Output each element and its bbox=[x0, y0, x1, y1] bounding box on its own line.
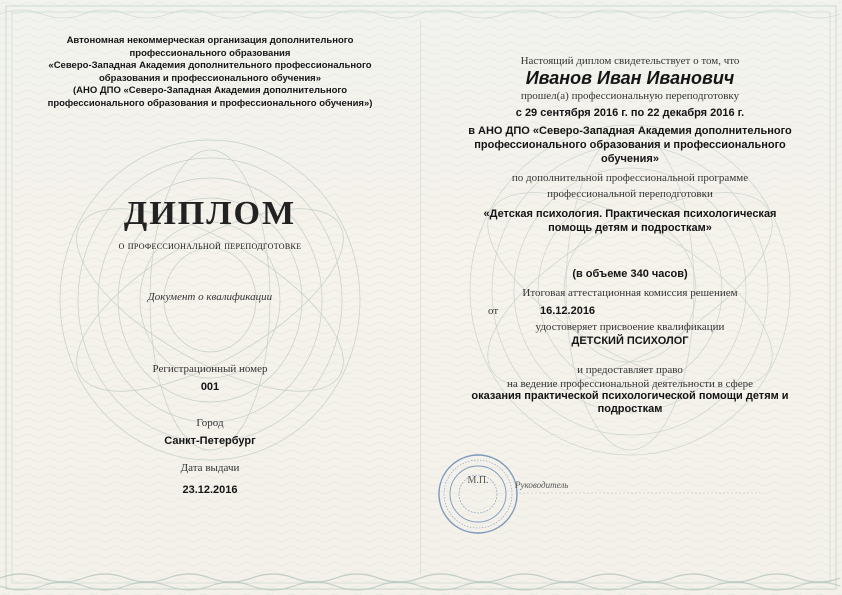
decision-date: 16.12.2016 bbox=[540, 305, 596, 317]
issuer-line: профессионального образования и профессионального обучения») bbox=[47, 97, 373, 109]
issue-date-label: Дата выдачи bbox=[180, 462, 240, 474]
program-name bbox=[440, 207, 820, 235]
head-signature-label: Руководитель bbox=[515, 480, 569, 490]
training-org-line: обучения» bbox=[601, 153, 659, 165]
training-org-line: профессионального образования и профессионального bbox=[474, 139, 786, 151]
training-organization bbox=[440, 124, 820, 166]
grants-text: и предоставляет право bbox=[577, 364, 683, 376]
activity-label: на ведение профессиональной деятельности в сфере bbox=[506, 378, 754, 390]
program-name-line: «Детская психология. Практическая психологическая bbox=[483, 208, 777, 220]
program-label-line1: по дополнительной профессиональной программе bbox=[511, 172, 749, 184]
diploma-subtitle: о профессиональной переподготовке bbox=[118, 240, 302, 252]
registration-label: Регистрационный номер bbox=[152, 363, 268, 375]
program-name-line: помощь детям и подросткам» bbox=[548, 222, 712, 234]
city-value: Санкт-Петербург bbox=[164, 435, 256, 447]
certifies-text: Настоящий диплом свидетельствует о том, что bbox=[520, 55, 740, 67]
commission-line: Итоговая аттестационная комиссия решением bbox=[522, 287, 738, 299]
issuer-organization bbox=[30, 35, 390, 110]
document-type: Документ о квалификации bbox=[147, 291, 273, 303]
study-period: с 29 сентября 2016 г. по 22 декабря 2016 г. bbox=[515, 107, 745, 119]
activity-field bbox=[440, 390, 820, 416]
issue-date-value: 23.12.2016 bbox=[182, 484, 238, 496]
commission-text bbox=[450, 287, 810, 299]
stamp-text: М.П. bbox=[467, 475, 489, 486]
issuer-line: «Северо-Западная Академия дополнительного профессионального bbox=[48, 60, 372, 71]
diploma-title: ДИПЛОМ bbox=[123, 195, 297, 232]
registration-number: 001 bbox=[200, 381, 220, 393]
issuer-line: образования и профессионального обучения» bbox=[98, 72, 322, 84]
qualification-label: удостоверяет присвоение квалификации bbox=[535, 321, 725, 333]
city-label: Город bbox=[196, 417, 224, 429]
issuer-line: (АНО ДПО «Северо-Западная Академия дополнительного bbox=[72, 85, 348, 96]
page-fold bbox=[420, 20, 421, 575]
program-hours: (в объеме 340 часов) bbox=[572, 268, 688, 280]
activity-line: оказания практической психологической помощи детям и bbox=[471, 390, 789, 402]
decision-prefix: от bbox=[488, 305, 499, 317]
qualification-value: ДЕТСКИЙ ПСИХОЛОГ bbox=[571, 335, 689, 347]
activity-line: подросткам bbox=[597, 403, 663, 415]
issuer-line: Автономная некоммерческая организация дополнительного bbox=[66, 35, 354, 46]
holder-name: Иванов Иван Иванович bbox=[525, 68, 735, 88]
program-label-line2: профессиональной переподготовки bbox=[547, 188, 713, 200]
issuer-line: профессионального образования bbox=[129, 47, 291, 59]
training-org-line: в АНО ДПО «Северо-Западная Академия дополнительного bbox=[468, 125, 792, 137]
passed-text: прошел(а) профессиональную переподготовку bbox=[520, 90, 740, 102]
